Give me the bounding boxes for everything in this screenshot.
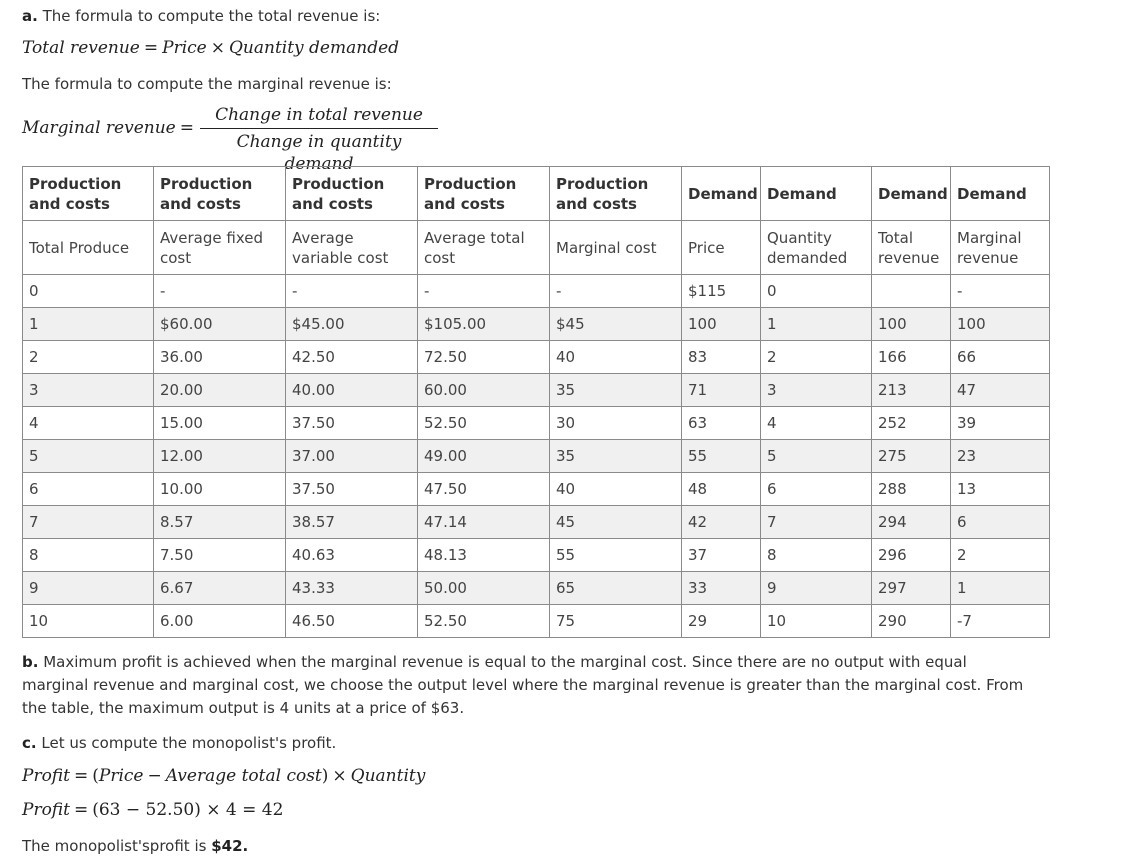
table-cell: 38.57 <box>286 506 418 539</box>
profit-intro: Let us compute the monopolist's profit. <box>41 734 337 752</box>
part-a-label: a. <box>22 7 38 25</box>
table-cell: 39 <box>951 407 1050 440</box>
fraction-numerator: Change in total revenue <box>215 105 423 125</box>
fraction-bar <box>200 128 438 129</box>
table-cell: - <box>951 275 1050 308</box>
table-cell <box>872 275 951 308</box>
table-cell: 43.33 <box>286 572 418 605</box>
table-cell: 1 <box>951 572 1050 605</box>
table-cell: 9 <box>761 572 872 605</box>
table-cell: 275 <box>872 440 951 473</box>
column-header-cell: Average variable cost <box>286 221 418 275</box>
table-cell: -7 <box>951 605 1050 638</box>
column-header-cell: Quantity demanded <box>761 221 872 275</box>
formula-term: Price <box>162 38 207 58</box>
formula-lhs: Total revenue <box>22 38 140 58</box>
table-cell: 6.00 <box>154 605 286 638</box>
table-cell: 100 <box>951 308 1050 341</box>
table-cell: 29 <box>682 605 761 638</box>
part-b-label: b. <box>22 653 39 671</box>
table-cell: $105.00 <box>418 308 550 341</box>
table-cell: 297 <box>872 572 951 605</box>
table-cell: 2 <box>761 341 872 374</box>
table-cell: 5 <box>23 440 154 473</box>
group-header-cell: Demand <box>872 167 951 221</box>
equals-sign: = <box>143 38 159 58</box>
profit-calculation <box>22 800 283 820</box>
table-cell: 23 <box>951 440 1050 473</box>
table-cell: 290 <box>872 605 951 638</box>
profit-value: $42. <box>211 837 249 855</box>
table-cell: 3 <box>761 374 872 407</box>
formula-term: Price <box>98 766 144 786</box>
table-cell: $45.00 <box>286 308 418 341</box>
column-header-cell: Price <box>682 221 761 275</box>
table-cell: 9 <box>23 572 154 605</box>
table-cell: 5 <box>761 440 872 473</box>
group-header-cell: Production and costs <box>286 167 418 221</box>
profit-expression: (63 − 52.50) × 4 = 42 <box>92 800 284 820</box>
table-cell: 35 <box>550 440 682 473</box>
table-cell: 7 <box>23 506 154 539</box>
table-cell: 37.50 <box>286 473 418 506</box>
formula-term: Average total cost <box>165 766 322 786</box>
table-cell: 36.00 <box>154 341 286 374</box>
profit-conclusion <box>22 836 248 856</box>
conclusion-text: The monopolist'sprofit is <box>22 837 207 855</box>
table-cell: $115 <box>682 275 761 308</box>
group-header-cell: Demand <box>682 167 761 221</box>
marginal-revenue-intro: The formula to compute the marginal revenue is: <box>22 75 392 93</box>
times-sign: × <box>210 38 225 58</box>
group-header-cell: Production and costs <box>550 167 682 221</box>
table-cell: $60.00 <box>154 308 286 341</box>
part-b-paragraph <box>22 651 1032 720</box>
table-cell: 55 <box>682 440 761 473</box>
table-cell: 10 <box>761 605 872 638</box>
table-cell: 15.00 <box>154 407 286 440</box>
table-cell: 100 <box>872 308 951 341</box>
table-cell: 294 <box>872 506 951 539</box>
table-cell: 2 <box>951 539 1050 572</box>
table-cell: 40 <box>550 473 682 506</box>
table-cell: $45 <box>550 308 682 341</box>
table-cell: 47 <box>951 374 1050 407</box>
table-cell: 20.00 <box>154 374 286 407</box>
table-cell: 296 <box>872 539 951 572</box>
table-cell: 37.50 <box>286 407 418 440</box>
table-cell: - <box>418 275 550 308</box>
table-cell: 6.67 <box>154 572 286 605</box>
part-b-text: Maximum profit is achieved when the marginal revenue is equal to the marginal cost. Since there are no output with equal marginal revenue and marginal cost, we choose the output level where the marginal revenue is greater than the marginal cost. From the table, the maximum output is 4 units at a price of $63. <box>22 653 1024 717</box>
table-cell: 63 <box>682 407 761 440</box>
table-cell: 12.00 <box>154 440 286 473</box>
table-cell: 10.00 <box>154 473 286 506</box>
table-cell: - <box>154 275 286 308</box>
equals-sign: = <box>179 118 194 138</box>
table-cell: 50.00 <box>418 572 550 605</box>
total-revenue-formula <box>22 38 399 58</box>
formula-term: Quantity <box>350 766 426 786</box>
table-cell: 8 <box>761 539 872 572</box>
table-cell: 4 <box>23 407 154 440</box>
table-cell: 40.63 <box>286 539 418 572</box>
table-cell: 71 <box>682 374 761 407</box>
total-revenue-intro: The formula to compute the total revenue is: <box>42 7 381 25</box>
marginal-revenue-lhs <box>22 118 198 138</box>
table-cell: 7.50 <box>154 539 286 572</box>
table-cell: 37.00 <box>286 440 418 473</box>
table-cell: 37 <box>682 539 761 572</box>
table-cell: 288 <box>872 473 951 506</box>
table-cell: 1 <box>761 308 872 341</box>
table-cell: 49.00 <box>418 440 550 473</box>
formula-term: Quantity demanded <box>228 38 400 58</box>
part-c-label: c. <box>22 734 37 752</box>
table-cell: 6 <box>23 473 154 506</box>
column-header-row <box>23 221 1050 275</box>
group-header-cell: Demand <box>761 167 872 221</box>
profit-formula <box>22 766 425 786</box>
table-cell: 3 <box>23 374 154 407</box>
table-cell: 65 <box>550 572 682 605</box>
cost-revenue-table <box>22 166 1050 638</box>
table-row <box>23 341 1050 374</box>
open-paren: ( <box>92 766 99 786</box>
group-header-cell: Production and costs <box>418 167 550 221</box>
table-cell: 100 <box>682 308 761 341</box>
table-cell: 42 <box>682 506 761 539</box>
table-cell: 7 <box>761 506 872 539</box>
column-header-cell: Marginal revenue <box>951 221 1050 275</box>
marginal-revenue-fraction <box>200 104 438 175</box>
table-cell: 1 <box>23 308 154 341</box>
formula-lhs: Marginal revenue <box>22 118 176 138</box>
table-cell: 40 <box>550 341 682 374</box>
table-cell: 10 <box>23 605 154 638</box>
table-cell: 52.50 <box>418 407 550 440</box>
column-header-cell: Marginal cost <box>550 221 682 275</box>
table-row <box>23 374 1050 407</box>
table-cell: 52.50 <box>418 605 550 638</box>
group-header-cell: Production and costs <box>154 167 286 221</box>
table-cell: 252 <box>872 407 951 440</box>
table-cell: 47.14 <box>418 506 550 539</box>
table-cell: 213 <box>872 374 951 407</box>
table-row <box>23 506 1050 539</box>
table-row <box>23 473 1050 506</box>
table-cell: 48.13 <box>418 539 550 572</box>
formula-lhs: Profit <box>22 800 70 820</box>
table-row <box>23 308 1050 341</box>
table-row <box>23 407 1050 440</box>
table-row <box>23 275 1050 308</box>
group-header-row <box>23 167 1050 221</box>
table-cell: 42.50 <box>286 341 418 374</box>
column-header-cell: Total Produce <box>23 221 154 275</box>
table-cell: 8.57 <box>154 506 286 539</box>
column-header-cell: Total revenue <box>872 221 951 275</box>
column-header-cell: Average total cost <box>418 221 550 275</box>
table-cell: 166 <box>872 341 951 374</box>
group-header-cell: Demand <box>951 167 1050 221</box>
table-cell: 0 <box>761 275 872 308</box>
table-cell: - <box>550 275 682 308</box>
table-cell: 35 <box>550 374 682 407</box>
table-cell: 6 <box>761 473 872 506</box>
formula-lhs: Profit <box>22 766 70 786</box>
table-cell: 8 <box>23 539 154 572</box>
group-header-cell: Production and costs <box>23 167 154 221</box>
fraction-denominator: Change in quantity demand <box>236 132 402 174</box>
part-a-intro <box>22 6 380 26</box>
close-paren: ) <box>321 766 329 786</box>
table-cell: 72.50 <box>418 341 550 374</box>
table-cell: 46.50 <box>286 605 418 638</box>
table-row <box>23 572 1050 605</box>
times-sign: × <box>332 766 347 786</box>
table-row <box>23 440 1050 473</box>
table-cell: - <box>286 275 418 308</box>
table-cell: 45 <box>550 506 682 539</box>
table-cell: 4 <box>761 407 872 440</box>
table-cell: 2 <box>23 341 154 374</box>
column-header-cell: Average fixed cost <box>154 221 286 275</box>
minus-sign: − <box>147 766 162 786</box>
equals-sign: = <box>73 766 89 786</box>
table-cell: 0 <box>23 275 154 308</box>
table-cell: 83 <box>682 341 761 374</box>
table-cell: 40.00 <box>286 374 418 407</box>
table-cell: 13 <box>951 473 1050 506</box>
table-cell: 33 <box>682 572 761 605</box>
table-cell: 55 <box>550 539 682 572</box>
table-row <box>23 605 1050 638</box>
table-cell: 47.50 <box>418 473 550 506</box>
table-cell: 6 <box>951 506 1050 539</box>
table-cell: 66 <box>951 341 1050 374</box>
table-cell: 60.00 <box>418 374 550 407</box>
equals-sign: = <box>73 800 89 820</box>
part-c-intro <box>22 733 336 753</box>
table-row <box>23 539 1050 572</box>
table-cell: 48 <box>682 473 761 506</box>
table-cell: 30 <box>550 407 682 440</box>
table-cell: 75 <box>550 605 682 638</box>
